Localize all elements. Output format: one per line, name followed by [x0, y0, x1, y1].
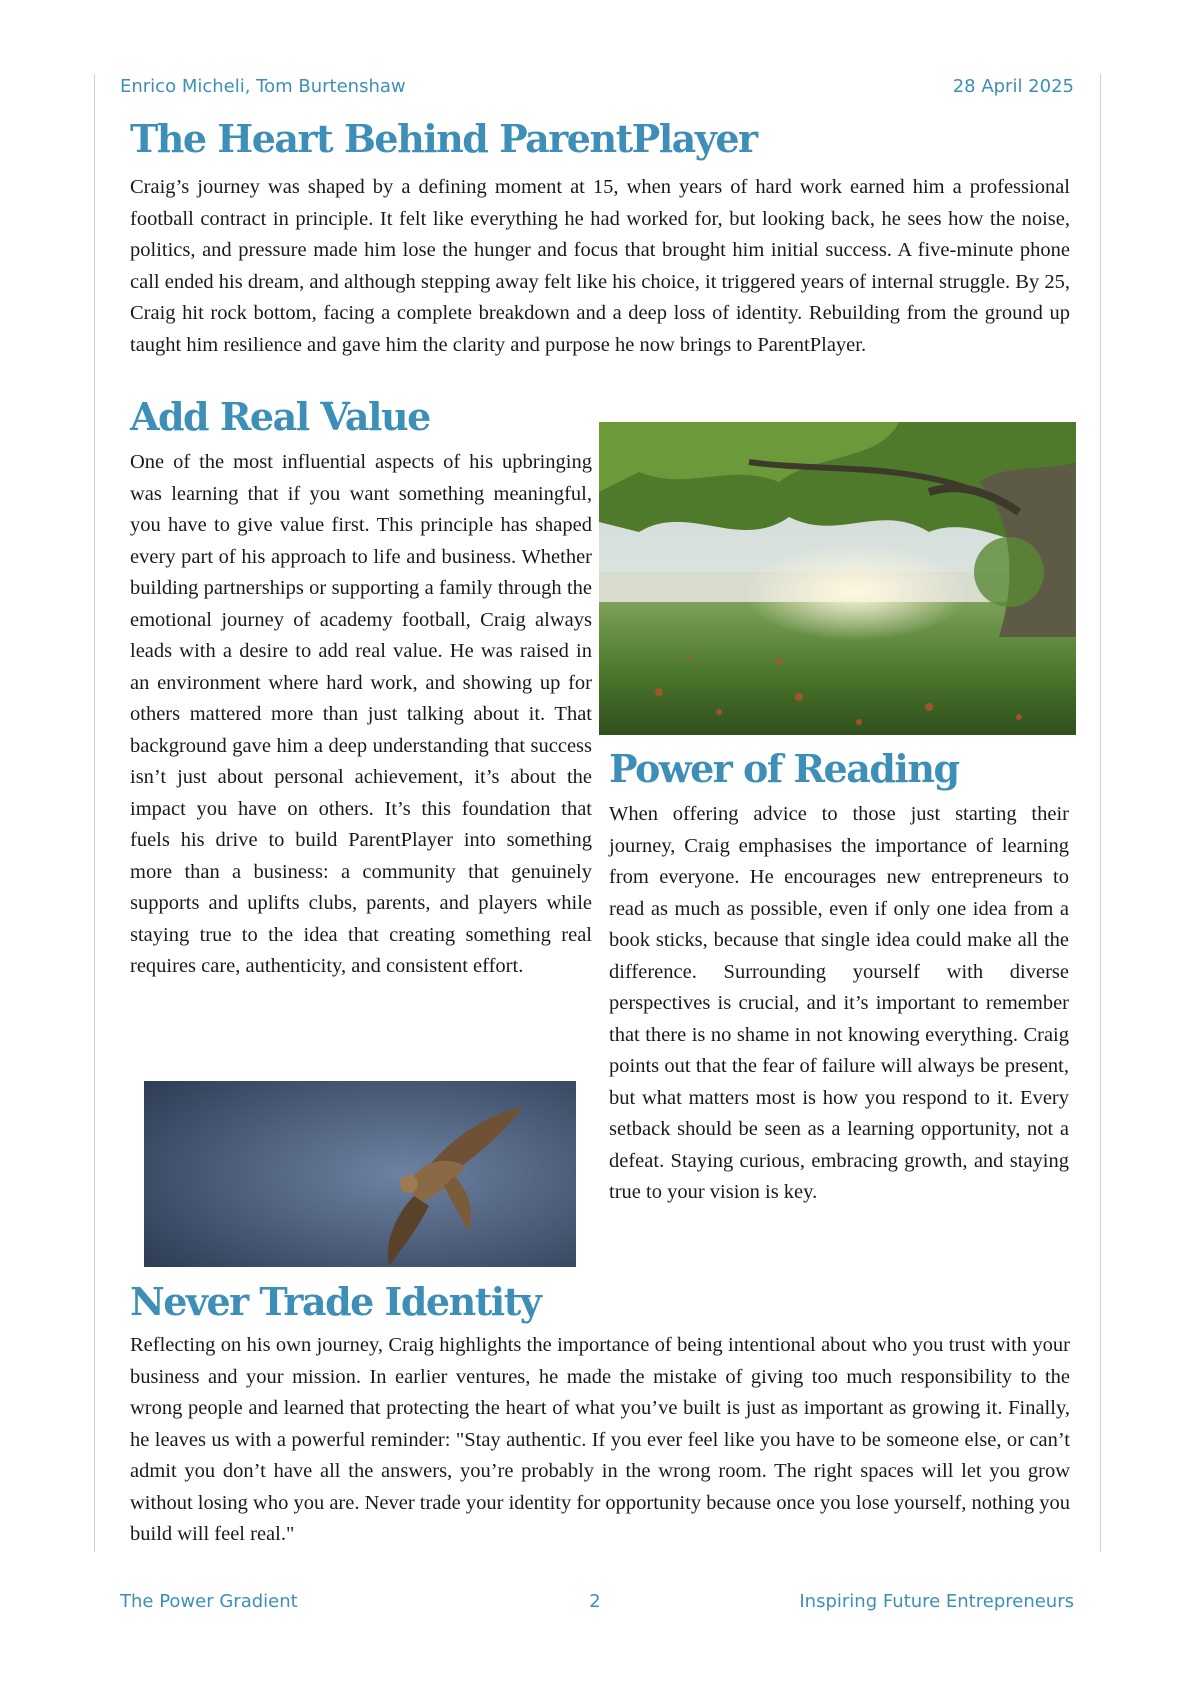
section-body-heart: Craig’s journey was shaped by a defining moment at 15, when years of hard work earned him a professional football contract in principle. It felt like everything he had worked for, but looking back, he sees how the noise, politics, and pressure made him lose the hunger and focus that brought him initial success. A five-minute phone call ended his dream, and although stepping away felt like his choice, it triggered years of internal struggle. By 25, Craig hit rock bottom, facing a complete breakdown and a deep loss of identity. Rebuilding from the ground up taught him resilience and gave him the clarity and purpose he now brings to ParentPlayer. — [130, 176, 1070, 356]
section-title-heart: The Heart Behind ParentPlayer — [130, 116, 757, 161]
section-body-reading: When offering advice to those just starting their journey, Craig emphasises the importance of learning from everyone. He encourages new entrepreneurs to read as much as possible, even if only one idea from a book sticks, because that single idea could make all the difference. Surrounding yourself with diverse perspectives is crucial, and it’s important to remember that there is no shame in not knowing everything. Craig points out that the fear of failure will always be present, but what matters most is how you respond to it. Every setback should be seen as a learning opportunity, not a defeat. Staying curious, embracing growth, and staying true to your vision is key. — [609, 803, 1069, 1203]
footer-tagline: Inspiring Future Entrepreneurs — [799, 1591, 1074, 1612]
tree-meadow-image — [599, 422, 1076, 735]
header-date: 28 April 2025 — [952, 76, 1074, 97]
section-title-value: Add Real Value — [130, 394, 430, 439]
left-margin-rule — [94, 74, 95, 1552]
section-body-identity: Reflecting on his own journey, Craig highlights the importance of being intentional about who you trust with your business and your mission. In earlier ventures, he made the mistake of giving too much responsibility to the wrong people and learned that protecting the heart of what you’ve built is just as important as growing it. Finally, he leaves us with a powerful reminder: "Stay authentic. If you ever feel like you have to be someone else, or can’t admit you don’t have all the answers, you’re probably in the wrong room. The right spaces will let you grow without losing who you are. Never trade your identity for opportunity because once you lose yourself, nothing you build will feel real." — [130, 1334, 1070, 1545]
section-title-reading: Power of Reading — [609, 746, 959, 791]
footer-publication: The Power Gradient — [120, 1591, 298, 1612]
section-body-value: One of the most influential aspects of his upbringing was learning that if you want something meaningful, you have to give value first. This principle has shaped every part of his approach to life and business. Whether building partnerships or supporting a family through the emotional journey of academy football, Craig always leads with a desire to add real value. He was raised in an environment where hard work, and showing up for others mattered more than just talking about it. That background gave him a deep understanding that success isn’t just about personal achievement, it’s about the impact you have on others. It’s this foundation that fuels his drive to build ParentPlayer into something more than a business: a community that genuinely supports and uplifts clubs, parents, and players while staying true to the idea that creating something real requires care, authenticity, and consistent effort. — [130, 451, 592, 977]
footer-page-number: 2 — [589, 1591, 601, 1612]
header-authors: Enrico Micheli, Tom Burtenshaw — [120, 76, 406, 97]
bird-of-prey-image — [144, 1081, 576, 1267]
section-title-identity: Never Trade Identity — [130, 1279, 541, 1324]
right-margin-rule — [1100, 74, 1101, 1552]
